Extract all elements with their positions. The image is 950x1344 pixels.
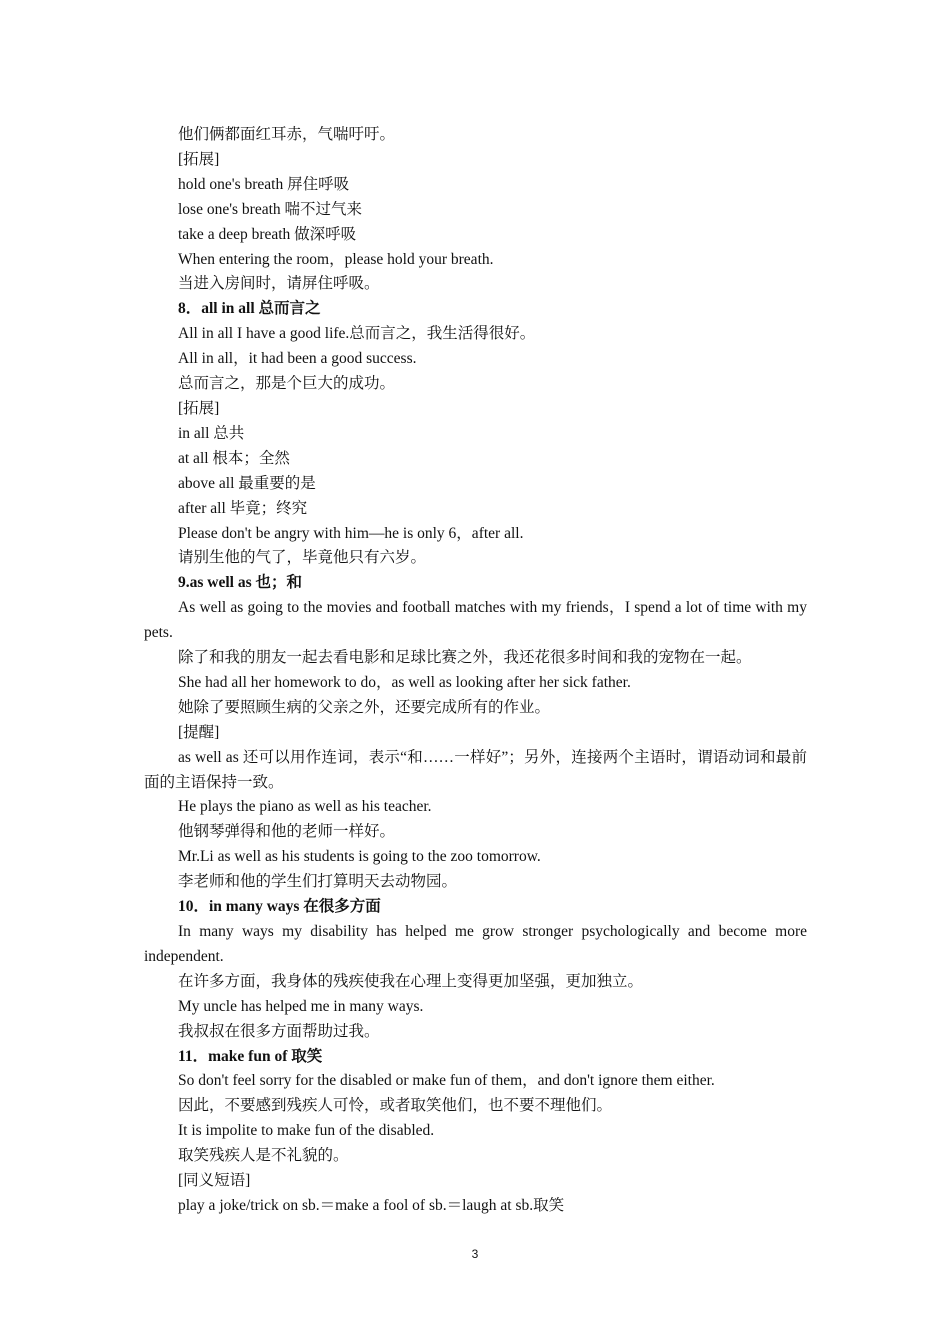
text-paragraph: As well as going to the movies and football matches with my friends，I spend a lot of time with my pets. — [144, 599, 807, 642]
text-line: 除了和我的朋友一起去看电影和足球比赛之外，我还花很多时间和我的宠物在一起。 — [178, 649, 752, 667]
text-line: 请别生他的气了，毕竟他只有六岁。 — [178, 549, 427, 567]
phrase-heading: 8．all in all 总而言之 — [178, 300, 321, 318]
text-line: lose one's breath 喘不过气来 — [178, 200, 363, 218]
section-label: [拓展] — [178, 399, 220, 417]
document-body — [144, 123, 807, 1219]
text-line: 因此，不要感到残疾人可怜，或者取笑他们，也不要不理他们。 — [178, 1097, 613, 1115]
phrase-heading: 10．in many ways 在很多方面 — [178, 898, 381, 916]
text-line: My uncle has helped me in many ways. — [178, 997, 424, 1015]
text-line: He plays the piano as well as his teacher. — [178, 798, 432, 816]
text-paragraph: In many ways my disability has helped me grow stronger psychologically and become more independent. — [144, 923, 807, 965]
text-line: When entering the room，please hold your breath. — [178, 250, 494, 268]
section-label: [提醒] — [178, 723, 220, 741]
text-line: It is impolite to make fun of the disabled. — [178, 1122, 435, 1140]
text-line: 当进入房间时，请屏住呼吸。 — [178, 275, 380, 293]
text-line: 他钢琴弹得和他的老师一样好。 — [178, 823, 396, 841]
text-line: in all 总共 — [178, 424, 245, 442]
text-line: 他们俩都面红耳赤，气喘吁吁。 — [178, 126, 396, 143]
phrase-heading: 9.as well as 也；和 — [178, 574, 303, 592]
text-line: 取笑残疾人是不礼貌的。 — [178, 1147, 349, 1165]
text-paragraph: as well as 还可以用作连词，表示“和……一样好”；另外，连接两个主语时，谓语动词和最前面的主语保持一致。 — [144, 748, 807, 791]
section-label: [拓展] — [178, 150, 220, 168]
text-line: at all 根本；全然 — [178, 449, 290, 467]
text-line: All in all，it had been a good success. — [178, 350, 417, 368]
page-number: 3 — [471, 1247, 479, 1261]
phrase-heading: 11．make fun of 取笑 — [178, 1047, 323, 1065]
text-line: 她除了要照顾生病的父亲之外，还要完成所有的作业。 — [178, 698, 551, 716]
text-line: She had all her homework to do，as well as looking after her sick father. — [178, 673, 631, 691]
text-line: 李老师和他的学生们打算明天去动物园。 — [178, 873, 458, 891]
text-line: Mr.Li as well as his students is going to the zoo tomorrow. — [178, 848, 541, 866]
text-line: 总而言之，那是个巨大的成功。 — [178, 375, 396, 393]
text-line: So don't feel sorry for the disabled or make fun of them，and don't ignore them either. — [178, 1072, 715, 1090]
text-line: play a joke/trick on sb.＝make a fool of sb.＝laugh at sb.取笑 — [178, 1196, 565, 1214]
text-line: Please don't be angry with him—he is only 6，after all. — [178, 524, 524, 542]
section-label: [同义短语] — [178, 1172, 251, 1190]
text-line: above all 最重要的是 — [178, 474, 316, 492]
text-line: All in all I have a good life.总而言之，我生活得很好。 — [178, 325, 536, 343]
text-line: 在许多方面，我身体的残疾使我在心理上变得更加坚强，更加独立。 — [178, 972, 644, 990]
text-line: take a deep breath 做深呼吸 — [178, 225, 357, 243]
text-line: 我叔叔在很多方面帮助过我。 — [178, 1022, 380, 1040]
text-line: hold one's breath 屏住呼吸 — [178, 175, 350, 193]
text-line: after all 毕竟；终究 — [178, 499, 308, 517]
